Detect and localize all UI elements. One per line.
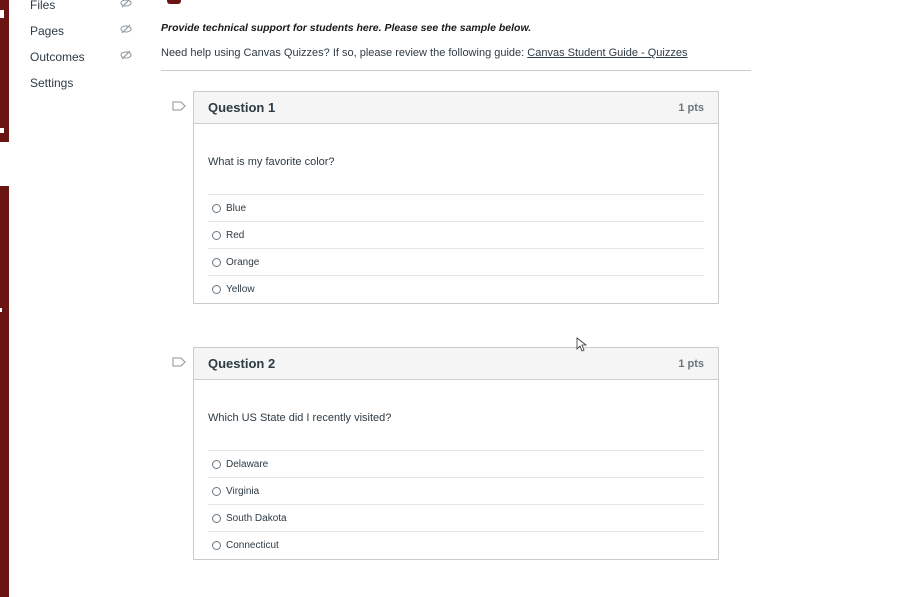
radio-button[interactable]	[212, 514, 221, 523]
answer-label: South Dakota	[226, 512, 287, 524]
quiz-description-bold: Provide technical support for students here. Please see the sample below.	[161, 22, 532, 34]
answer-option[interactable]	[208, 195, 704, 222]
eye-slash-icon	[120, 24, 132, 34]
answer-label: Yellow	[226, 284, 255, 295]
answer-label: Red	[226, 229, 245, 241]
question-body	[194, 380, 718, 559]
radio-button[interactable]	[212, 231, 221, 240]
quiz-help-text	[161, 47, 687, 59]
global-nav-bar-bottom	[0, 186, 9, 597]
sidebar-item-files[interactable]	[30, 0, 140, 18]
question-title: Question 1	[208, 100, 276, 115]
answer-option[interactable]	[208, 451, 704, 478]
radio-button[interactable]	[212, 285, 221, 294]
flag-question-icon[interactable]	[172, 101, 186, 111]
answer-label: Virginia	[226, 485, 260, 497]
divider	[161, 70, 751, 71]
question-text: What is my favorite color?	[208, 124, 704, 195]
answer-label: Blue	[226, 202, 247, 214]
answer-list	[208, 195, 704, 303]
nav-indicator	[0, 10, 4, 18]
sidebar-item-outcomes[interactable]	[30, 44, 140, 70]
flag-question-icon[interactable]	[172, 357, 186, 367]
sidebar-item-pages[interactable]	[30, 18, 140, 44]
question-points: 1 pts	[678, 357, 704, 370]
nav-indicator	[0, 308, 2, 312]
answer-option[interactable]	[208, 478, 704, 505]
sidebar-item-label: Files	[30, 0, 56, 12]
radio-button[interactable]	[212, 460, 221, 469]
answer-option[interactable]	[208, 222, 704, 249]
answer-label: Orange	[226, 256, 260, 268]
global-nav-bar-top	[0, 0, 9, 142]
radio-button[interactable]	[212, 487, 221, 496]
eye-slash-icon	[120, 0, 132, 8]
answer-label: Connecticut	[226, 540, 279, 551]
answer-option[interactable]	[208, 505, 704, 532]
sidebar-item-settings[interactable]	[30, 70, 140, 96]
nav-indicator	[0, 128, 4, 133]
radio-button[interactable]	[212, 258, 221, 267]
sidebar-item-label: Settings	[30, 76, 74, 90]
mouse-cursor-icon	[576, 337, 587, 352]
question-text: Which US State did I recently visited?	[208, 380, 704, 451]
page-icon	[167, 0, 181, 4]
answer-option[interactable]	[208, 276, 704, 303]
question-points: 1 pts	[678, 101, 704, 114]
eye-slash-icon	[120, 50, 132, 60]
canvas-guide-link[interactable]: Canvas Student Guide - Quizzes	[527, 47, 688, 59]
radio-button[interactable]	[212, 204, 221, 213]
question-body	[194, 124, 718, 303]
question-card	[193, 347, 719, 560]
course-navigation	[30, 0, 140, 96]
help-text: Need help using Canvas Quizzes? If so, please review the following guide:	[161, 47, 528, 59]
answer-option[interactable]	[208, 532, 704, 559]
question-header	[194, 92, 718, 124]
radio-button[interactable]	[212, 541, 221, 550]
question-header	[194, 348, 718, 380]
question-title: Question 2	[208, 356, 276, 371]
answer-list	[208, 451, 704, 559]
sidebar-item-label: Pages	[30, 24, 65, 38]
sidebar-item-label: Outcomes	[30, 50, 85, 64]
answer-option[interactable]	[208, 249, 704, 276]
question-card	[193, 91, 719, 304]
answer-label: Delaware	[226, 458, 269, 470]
